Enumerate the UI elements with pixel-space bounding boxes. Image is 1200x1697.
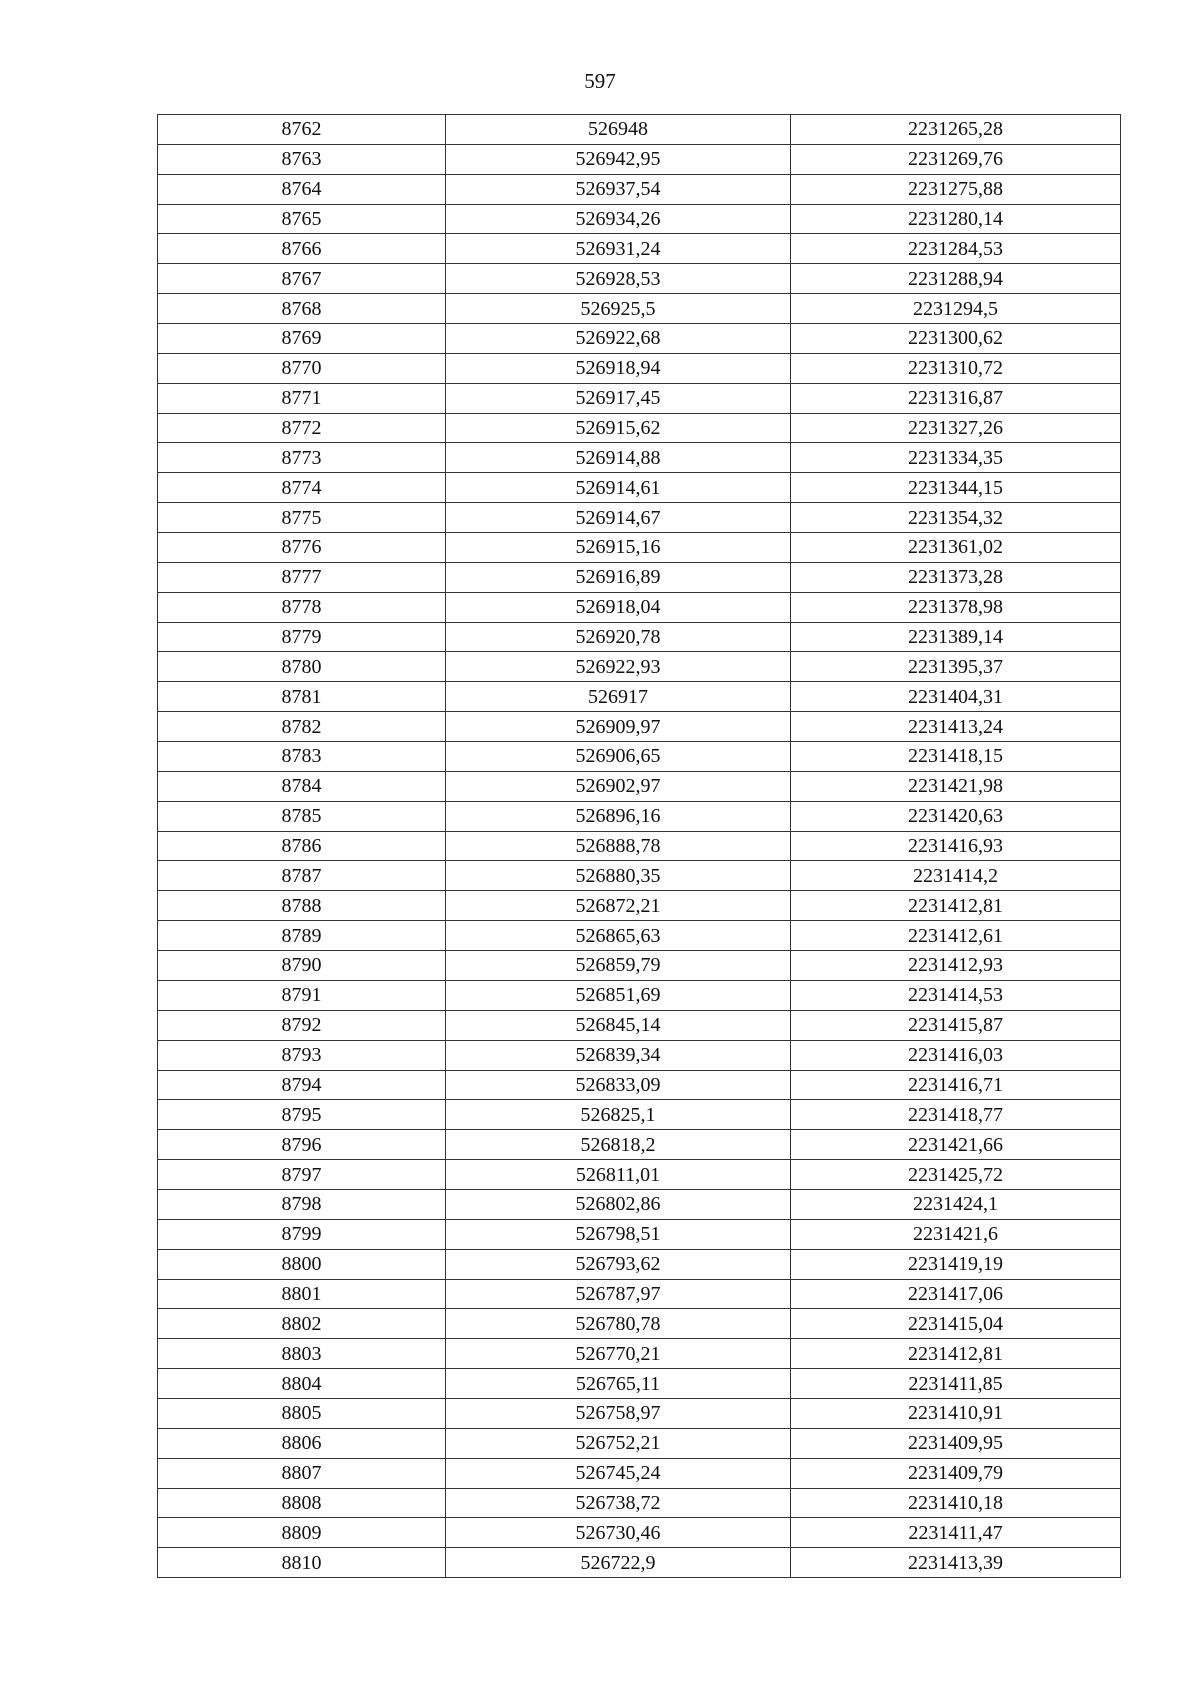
y-coordinate-cell: 2231361,02 [791, 533, 1121, 563]
point-number-cell: 8786 [158, 831, 446, 861]
point-number-cell: 8772 [158, 413, 446, 443]
table-row [158, 174, 1121, 204]
y-coordinate-cell: 2231409,95 [791, 1428, 1121, 1458]
point-number-cell: 8800 [158, 1249, 446, 1279]
point-number-cell: 8765 [158, 204, 446, 234]
table-row [158, 1309, 1121, 1339]
y-coordinate-cell: 2231395,37 [791, 652, 1121, 682]
point-number-cell: 8784 [158, 771, 446, 801]
x-coordinate-cell: 526758,97 [446, 1398, 791, 1428]
x-coordinate-cell: 526839,34 [446, 1040, 791, 1070]
x-coordinate-cell: 526859,79 [446, 951, 791, 981]
y-coordinate-cell: 2231424,1 [791, 1189, 1121, 1219]
x-coordinate-cell: 526942,95 [446, 144, 791, 174]
x-coordinate-cell: 526914,61 [446, 473, 791, 503]
x-coordinate-cell: 526793,62 [446, 1249, 791, 1279]
y-coordinate-cell: 2231421,6 [791, 1219, 1121, 1249]
table-row [158, 1279, 1121, 1309]
table-row [158, 980, 1121, 1010]
point-number-cell: 8810 [158, 1548, 446, 1578]
point-number-cell: 8785 [158, 801, 446, 831]
y-coordinate-cell: 2231412,61 [791, 921, 1121, 951]
table-row [158, 1160, 1121, 1190]
x-coordinate-cell: 526931,24 [446, 234, 791, 264]
x-coordinate-cell: 526902,97 [446, 771, 791, 801]
table-row [158, 1219, 1121, 1249]
table-row [158, 115, 1121, 145]
y-coordinate-cell: 2231265,28 [791, 115, 1121, 145]
x-coordinate-cell: 526780,78 [446, 1309, 791, 1339]
x-coordinate-cell: 526915,16 [446, 533, 791, 563]
y-coordinate-cell: 2231418,77 [791, 1100, 1121, 1130]
x-coordinate-cell: 526730,46 [446, 1518, 791, 1548]
coordinates-table-body [158, 115, 1121, 1578]
x-coordinate-cell: 526745,24 [446, 1458, 791, 1488]
point-number-cell: 8803 [158, 1339, 446, 1369]
x-coordinate-cell: 526872,21 [446, 891, 791, 921]
point-number-cell: 8782 [158, 712, 446, 742]
point-number-cell: 8771 [158, 383, 446, 413]
table-row [158, 353, 1121, 383]
table-row [158, 1548, 1121, 1578]
point-number-cell: 8808 [158, 1488, 446, 1518]
table-row [158, 1488, 1121, 1518]
table-row [158, 1369, 1121, 1399]
table-row [158, 1458, 1121, 1488]
table-row [158, 1249, 1121, 1279]
x-coordinate-cell: 526765,11 [446, 1369, 791, 1399]
x-coordinate-cell: 526888,78 [446, 831, 791, 861]
x-coordinate-cell: 526851,69 [446, 980, 791, 1010]
y-coordinate-cell: 2231327,26 [791, 413, 1121, 443]
table-row [158, 742, 1121, 772]
table-row [158, 712, 1121, 742]
y-coordinate-cell: 2231414,2 [791, 861, 1121, 891]
x-coordinate-cell: 526818,2 [446, 1130, 791, 1160]
point-number-cell: 8774 [158, 473, 446, 503]
table-row [158, 1189, 1121, 1219]
y-coordinate-cell: 2231417,06 [791, 1279, 1121, 1309]
table-row [158, 1428, 1121, 1458]
point-number-cell: 8797 [158, 1160, 446, 1190]
y-coordinate-cell: 2231300,62 [791, 324, 1121, 354]
point-number-cell: 8763 [158, 144, 446, 174]
point-number-cell: 8767 [158, 264, 446, 294]
y-coordinate-cell: 2231410,18 [791, 1488, 1121, 1518]
x-coordinate-cell: 526738,72 [446, 1488, 791, 1518]
point-number-cell: 8798 [158, 1189, 446, 1219]
y-coordinate-cell: 2231269,76 [791, 144, 1121, 174]
y-coordinate-cell: 2231414,53 [791, 980, 1121, 1010]
point-number-cell: 8792 [158, 1010, 446, 1040]
x-coordinate-cell: 526865,63 [446, 921, 791, 951]
table-row [158, 1518, 1121, 1548]
y-coordinate-cell: 2231404,31 [791, 682, 1121, 712]
point-number-cell: 8794 [158, 1070, 446, 1100]
x-coordinate-cell: 526845,14 [446, 1010, 791, 1040]
point-number-cell: 8807 [158, 1458, 446, 1488]
table-row [158, 1398, 1121, 1428]
y-coordinate-cell: 2231421,66 [791, 1130, 1121, 1160]
y-coordinate-cell: 2231410,91 [791, 1398, 1121, 1428]
y-coordinate-cell: 2231344,15 [791, 473, 1121, 503]
table-row [158, 1130, 1121, 1160]
table-row [158, 562, 1121, 592]
x-coordinate-cell: 526918,94 [446, 353, 791, 383]
x-coordinate-cell: 526934,26 [446, 204, 791, 234]
table-row [158, 264, 1121, 294]
table-row [158, 324, 1121, 354]
x-coordinate-cell: 526916,89 [446, 562, 791, 592]
table-row [158, 921, 1121, 951]
x-coordinate-cell: 526914,67 [446, 503, 791, 533]
x-coordinate-cell: 526798,51 [446, 1219, 791, 1249]
point-number-cell: 8770 [158, 353, 446, 383]
y-coordinate-cell: 2231413,39 [791, 1548, 1121, 1578]
y-coordinate-cell: 2231411,47 [791, 1518, 1121, 1548]
point-number-cell: 8799 [158, 1219, 446, 1249]
y-coordinate-cell: 2231389,14 [791, 622, 1121, 652]
point-number-cell: 8802 [158, 1309, 446, 1339]
x-coordinate-cell: 526770,21 [446, 1339, 791, 1369]
x-coordinate-cell: 526937,54 [446, 174, 791, 204]
point-number-cell: 8796 [158, 1130, 446, 1160]
y-coordinate-cell: 2231413,24 [791, 712, 1121, 742]
table-row [158, 682, 1121, 712]
x-coordinate-cell: 526722,9 [446, 1548, 791, 1578]
point-number-cell: 8773 [158, 443, 446, 473]
point-number-cell: 8788 [158, 891, 446, 921]
y-coordinate-cell: 2231411,85 [791, 1369, 1121, 1399]
point-number-cell: 8778 [158, 592, 446, 622]
point-number-cell: 8791 [158, 980, 446, 1010]
y-coordinate-cell: 2231284,53 [791, 234, 1121, 264]
x-coordinate-cell: 526922,68 [446, 324, 791, 354]
coordinates-table [157, 114, 1121, 1578]
table-row [158, 622, 1121, 652]
table-row [158, 831, 1121, 861]
y-coordinate-cell: 2231416,93 [791, 831, 1121, 861]
table-row [158, 1339, 1121, 1369]
table-row [158, 443, 1121, 473]
point-number-cell: 8776 [158, 533, 446, 563]
table-row [158, 652, 1121, 682]
y-coordinate-cell: 2231420,63 [791, 801, 1121, 831]
x-coordinate-cell: 526915,62 [446, 413, 791, 443]
point-number-cell: 8793 [158, 1040, 446, 1070]
x-coordinate-cell: 526922,93 [446, 652, 791, 682]
point-number-cell: 8790 [158, 951, 446, 981]
x-coordinate-cell: 526909,97 [446, 712, 791, 742]
point-number-cell: 8766 [158, 234, 446, 264]
x-coordinate-cell: 526920,78 [446, 622, 791, 652]
y-coordinate-cell: 2231354,32 [791, 503, 1121, 533]
y-coordinate-cell: 2231415,04 [791, 1309, 1121, 1339]
x-coordinate-cell: 526825,1 [446, 1100, 791, 1130]
point-number-cell: 8805 [158, 1398, 446, 1428]
y-coordinate-cell: 2231288,94 [791, 264, 1121, 294]
table-row [158, 1040, 1121, 1070]
y-coordinate-cell: 2231416,71 [791, 1070, 1121, 1100]
table-row [158, 592, 1121, 622]
point-number-cell: 8775 [158, 503, 446, 533]
x-coordinate-cell: 526906,65 [446, 742, 791, 772]
table-row [158, 383, 1121, 413]
y-coordinate-cell: 2231412,81 [791, 891, 1121, 921]
point-number-cell: 8783 [158, 742, 446, 772]
point-number-cell: 8780 [158, 652, 446, 682]
point-number-cell: 8789 [158, 921, 446, 951]
x-coordinate-cell: 526880,35 [446, 861, 791, 891]
y-coordinate-cell: 2231334,35 [791, 443, 1121, 473]
y-coordinate-cell: 2231419,19 [791, 1249, 1121, 1279]
table-row [158, 204, 1121, 234]
table-row [158, 1070, 1121, 1100]
point-number-cell: 8804 [158, 1369, 446, 1399]
x-coordinate-cell: 526787,97 [446, 1279, 791, 1309]
table-row [158, 294, 1121, 324]
point-number-cell: 8806 [158, 1428, 446, 1458]
y-coordinate-cell: 2231425,72 [791, 1160, 1121, 1190]
y-coordinate-cell: 2231412,93 [791, 951, 1121, 981]
x-coordinate-cell: 526928,53 [446, 264, 791, 294]
point-number-cell: 8764 [158, 174, 446, 204]
table-row [158, 1100, 1121, 1130]
y-coordinate-cell: 2231378,98 [791, 592, 1121, 622]
point-number-cell: 8777 [158, 562, 446, 592]
y-coordinate-cell: 2231373,28 [791, 562, 1121, 592]
y-coordinate-cell: 2231412,81 [791, 1339, 1121, 1369]
y-coordinate-cell: 2231316,87 [791, 383, 1121, 413]
point-number-cell: 8781 [158, 682, 446, 712]
y-coordinate-cell: 2231275,88 [791, 174, 1121, 204]
x-coordinate-cell: 526914,88 [446, 443, 791, 473]
y-coordinate-cell: 2231418,15 [791, 742, 1121, 772]
point-number-cell: 8787 [158, 861, 446, 891]
table-row [158, 801, 1121, 831]
table-row [158, 413, 1121, 443]
page-number: 597 [584, 69, 616, 93]
table-row [158, 891, 1121, 921]
x-coordinate-cell: 526917 [446, 682, 791, 712]
x-coordinate-cell: 526917,45 [446, 383, 791, 413]
x-coordinate-cell: 526918,04 [446, 592, 791, 622]
x-coordinate-cell: 526802,86 [446, 1189, 791, 1219]
table-row [158, 473, 1121, 503]
x-coordinate-cell: 526752,21 [446, 1428, 791, 1458]
point-number-cell: 8762 [158, 115, 446, 145]
y-coordinate-cell: 2231294,5 [791, 294, 1121, 324]
point-number-cell: 8801 [158, 1279, 446, 1309]
point-number-cell: 8768 [158, 294, 446, 324]
x-coordinate-cell: 526896,16 [446, 801, 791, 831]
table-row [158, 861, 1121, 891]
table-row [158, 234, 1121, 264]
table-row [158, 1010, 1121, 1040]
table-row [158, 951, 1121, 981]
x-coordinate-cell: 526948 [446, 115, 791, 145]
y-coordinate-cell: 2231421,98 [791, 771, 1121, 801]
y-coordinate-cell: 2231416,03 [791, 1040, 1121, 1070]
y-coordinate-cell: 2231310,72 [791, 353, 1121, 383]
y-coordinate-cell: 2231409,79 [791, 1458, 1121, 1488]
point-number-cell: 8809 [158, 1518, 446, 1548]
table-row [158, 503, 1121, 533]
point-number-cell: 8769 [158, 324, 446, 354]
x-coordinate-cell: 526833,09 [446, 1070, 791, 1100]
x-coordinate-cell: 526811,01 [446, 1160, 791, 1190]
point-number-cell: 8795 [158, 1100, 446, 1130]
table-row [158, 533, 1121, 563]
table-row [158, 144, 1121, 174]
table-row [158, 771, 1121, 801]
point-number-cell: 8779 [158, 622, 446, 652]
y-coordinate-cell: 2231415,87 [791, 1010, 1121, 1040]
x-coordinate-cell: 526925,5 [446, 294, 791, 324]
y-coordinate-cell: 2231280,14 [791, 204, 1121, 234]
